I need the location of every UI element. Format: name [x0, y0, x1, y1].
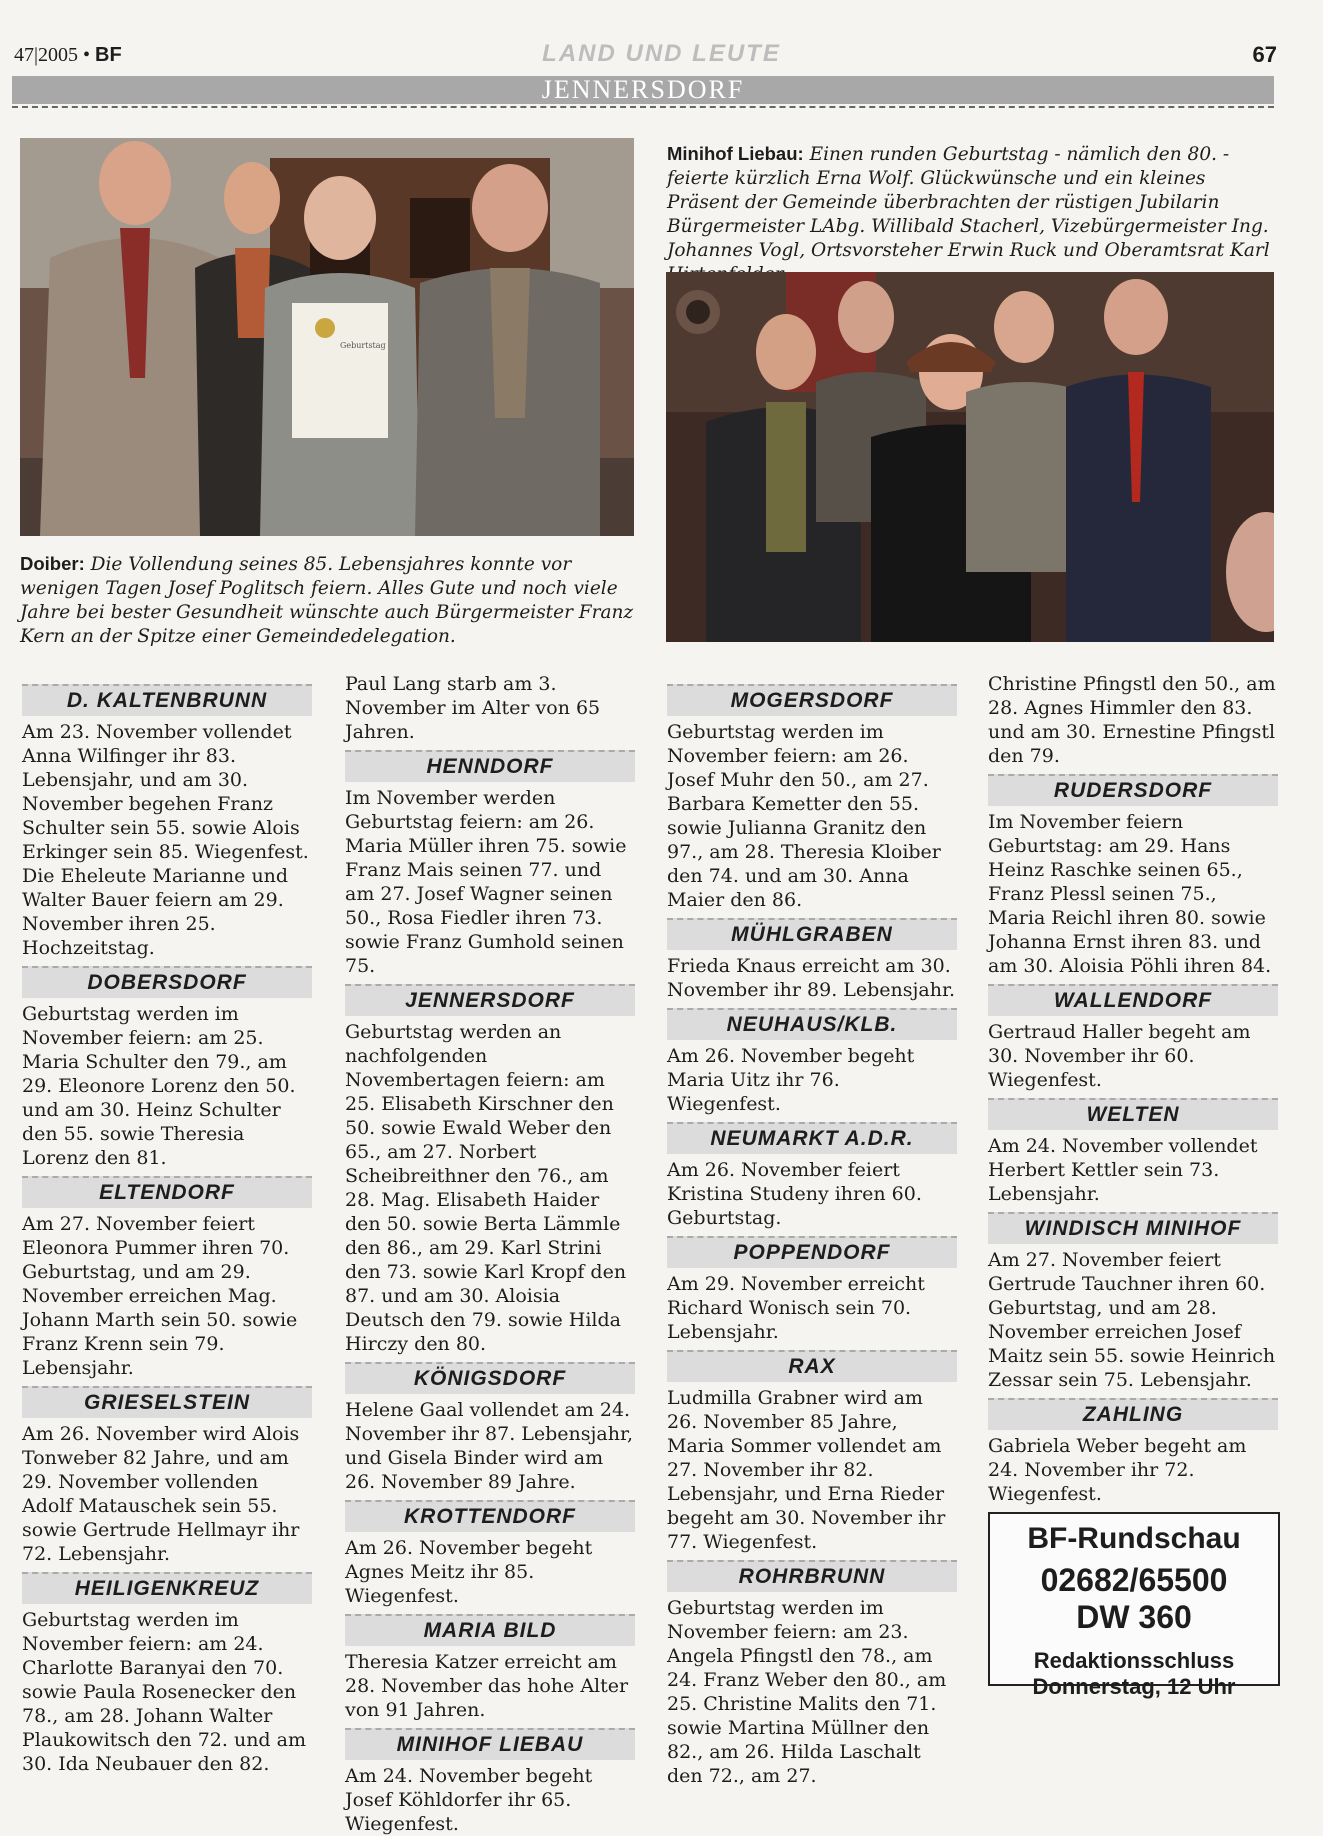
- header-divider: [12, 106, 1274, 108]
- heading-d-kaltenbrunn: D. KALTENBRUNN: [22, 684, 312, 716]
- text-paul-lang: Paul Lang starb am 3. November im Alter von 65 Jahren.: [345, 673, 601, 743]
- heading-muehlgraben: MÜHLGRABEN: [667, 918, 957, 950]
- text-jennersdorf: Geburtstag werden an nachfolgenden Novembertagen feiern: am 25. Elisabeth Kirschner den 50. sowie Ewald Weber den 65., am 27. Norbert Scheibreithner den 76., am 28. Mag. Elisabeth Haider den 50. sowie Berta Lämmle den 86., am 29. Karl Strini den 73. sowie Karl Kropf den 87. und am 30. Aloisia Deutsch den 79. sowie Hilda Hirczy den 80.: [345, 1021, 627, 1355]
- contact-box: [988, 1512, 1280, 1699]
- heading-windisch-minihof: WINDISCH MINIHOF: [988, 1212, 1278, 1244]
- caption-minihof-text: Einen runden Geburtstag - nämlich den 80. - feierte kürzlich Erna Wolf. Glückwünsche und ein kleines Präsent der Gemeinde überbrachten der rüstigen Jubilarin Bürgermeister LAbg. Willibald Stacherl, Vizebürgermeister Ing. Johannes Vogl, Ortsvorsteher Erwin Ruck und Oberamtsrat Karl: [667, 144, 1270, 261]
- text-rohrbrunn-cont: Christine Pfingstl den 50., am 28. Agnes Himmler den 83. und am 30. Ernestine Pfingstl den 79.: [988, 673, 1276, 767]
- column-4: [988, 672, 1278, 1506]
- text-neuhaus-klb: Am 26. November begeht Maria Uitz ihr 76. Wiegenfest.: [667, 1045, 915, 1115]
- text-dobersdorf: Geburtstag werden im November feiern: am 25. Maria Schulter den 79., am 29. Eleonore Lorenz den 50. und am 30. Heinz Schulter den 55. sowie Theresia Lorenz den 81.: [22, 1003, 296, 1169]
- heading-grieselstein: GRIESELSTEIN: [22, 1386, 312, 1418]
- contact-phone: 02682/65500: [1040, 1562, 1228, 1598]
- section-banner: JENNERSDORF: [12, 76, 1274, 104]
- heading-jennersdorf: JENNERSDORF: [345, 984, 635, 1016]
- column-1: [22, 676, 312, 1776]
- issue-separator: •: [83, 44, 91, 66]
- heading-koenigsdorf: KÖNIGSDORF: [345, 1362, 635, 1394]
- photo-doiber: [20, 138, 634, 536]
- text-henndorf: Im November werden Geburtstag feiern: am 26. Maria Müller ihren 75. sowie Franz Mais seinen 77. und am 27. Josef Wagner seinen 50., Rosa Fiedler ihren 73. sowie Franz Gumhold seinen 75.: [345, 787, 627, 977]
- heading-rax: RAX: [667, 1350, 957, 1382]
- deadline-time: Donnerstag, 12 Uhr: [1032, 1674, 1236, 1699]
- text-heiligenkreuz: Geburtstag werden im November feiern: am 24. Charlotte Baranyai den 70. sowie Paula Rosenecker den 78., am 28. Johann Walter Plaukowitsch den 72. und am 30. Ida Neubauer den 82.: [22, 1609, 306, 1775]
- heading-krottendorf: KROTTENDORF: [345, 1500, 635, 1532]
- text-welten: Am 24. November vollendet Herbert Kettler sein 73. Lebensjahr.: [988, 1135, 1258, 1205]
- photo-minihof-liebau: [666, 272, 1274, 642]
- heading-zahling: ZAHLING: [988, 1398, 1278, 1430]
- column-3: [667, 676, 957, 1788]
- text-windisch-minihof: Am 27. November feiert Gertrude Tauchner ihren 60. Geburtstag, und am 28. November erreichen Josef Maitz sein 55. sowie Heinrich Zessar sein 75. Lebensjahr.: [988, 1249, 1276, 1391]
- caption-doiber-text: Die Vollendung seines 85. Lebensjahres konnte vor wenigen Tagen Josef Poglitsch feiern. Alles Gute und noch viele Jahre bei bester Gesundheit wünschte auch Bürgermeister Franz Kern an der Spitze einer Gemeindedelegation.: [20, 554, 634, 647]
- heading-dobersdorf: DOBERSDORF: [22, 966, 312, 998]
- heading-eltendorf: ELTENDORF: [22, 1176, 312, 1208]
- caption-minihof: [667, 142, 1271, 287]
- text-rax: Ludmilla Grabner wird am 26. November 85 Jahre, Maria Sommer vollendet am 27. November ihr 82. Lebensjahr, und Erna Rieder begeht am 30. November ihr 77. Wiegenfest.: [667, 1387, 946, 1553]
- text-minihof-liebau: Am 24. November begeht Josef Köhldorfer ihr 65. Wiegenfest.: [345, 1765, 593, 1835]
- heading-wallendorf: WALLENDORF: [988, 984, 1278, 1016]
- heading-henndorf: HENNDORF: [345, 750, 635, 782]
- heading-neuhaus-klb: NEUHAUS/KLB.: [667, 1008, 957, 1040]
- deadline-label: Redaktionsschluss: [1033, 1648, 1235, 1673]
- text-mogersdorf: Geburtstag werden im November feiern: am 26. Josef Muhr den 50., am 27. Barbara Kemetter den 55. sowie Julianna Granitz den 97., am 28. Theresia Kloiber den 74. und am 30. Anna Maier den 86.: [667, 721, 941, 911]
- caption-minihof-lead: Minihof Liebau:: [667, 143, 804, 164]
- contact-extension: DW 360: [1076, 1599, 1192, 1635]
- certificate-text: Geburtstag: [340, 341, 386, 350]
- text-muehlgraben: Frieda Knaus erreicht am 30. November ihr 89. Lebensjahr.: [667, 955, 956, 1001]
- text-maria-bild: Theresia Katzer erreicht am 28. November das hohe Alter von 91 Jahren.: [345, 1651, 629, 1721]
- text-koenigsdorf: Helene Gaal vollendet am 24. November ihr 87. Lebensjahr, und Gisela Binder wird am 26. November 89 Jahre.: [345, 1399, 634, 1493]
- text-d-kaltenbrunn-2: Die Eheleute Marianne und Walter Bauer feiern am 29. November ihren 25. Hochzeitstag.: [22, 865, 289, 959]
- issue-number: 47|2005: [14, 44, 79, 66]
- heading-minihof-liebau: MINIHOF LIEBAU: [345, 1728, 635, 1760]
- heading-rudersdorf: RUDERSDORF: [988, 774, 1278, 806]
- heading-mogersdorf: MOGERSDORF: [667, 684, 957, 716]
- heading-rohrbrunn: ROHRBRUNN: [667, 1560, 957, 1592]
- text-rohrbrunn: Geburtstag werden im November feiern: am 23. Angela Pfingstl den 78., am 24. Franz Weber den 80., am 25. Christine Malits den 71. sowie Martina Müllner den 82., am 26. Hilda Laschalt den 72., am 27.: [667, 1597, 947, 1787]
- text-poppendorf: Am 29. November erreicht Richard Wonisch sein 70. Lebensjahr.: [667, 1273, 925, 1343]
- heading-neumarkt-adr: NEUMARKT A.D.R.: [667, 1122, 957, 1154]
- contact-title: BF-Rundschau: [1027, 1522, 1241, 1555]
- text-krottendorf: Am 26. November begeht Agnes Meitz ihr 85. Wiegenfest.: [345, 1537, 593, 1607]
- page-number: 67: [1252, 42, 1277, 67]
- text-d-kaltenbrunn: Am 23. November vollendet Anna Wilfinger ihr 83. Lebensjahr, und am 30. November begehen Franz Schulter sein 55. sowie Alois Erkinger sein 85. Wiegenfest.: [22, 721, 309, 863]
- text-wallendorf: Gertraud Haller begeht am 30. November ihr 60. Wiegenfest.: [988, 1021, 1251, 1091]
- text-neumarkt-adr: Am 26. November feiert Kristina Studeny ihren 60. Geburtstag.: [667, 1159, 922, 1229]
- caption-doiber: [20, 552, 634, 649]
- text-eltendorf: Am 27. November feiert Eleonora Pummer ihren 70. Geburtstag, und am 29. November erreichen Mag. Johann Marth sein 50. sowie Franz Krenn sein 79. Lebensjahr.: [22, 1213, 298, 1379]
- heading-heiligenkreuz: HEILIGENKREUZ: [22, 1572, 312, 1604]
- column-2: [345, 672, 635, 1836]
- text-rudersdorf: Im November feiern Geburtstag: am 29. Hans Heinz Raschke seinen 65., Franz Plessl seinen 75., Maria Reichl ihren 80. sowie Johanna Ernst ihren 83. und am 30. Aloisia Pöhli ihren 84.: [988, 811, 1272, 977]
- caption-doiber-lead: Doiber:: [20, 553, 85, 574]
- heading-maria-bild: MARIA BILD: [345, 1614, 635, 1646]
- text-zahling: Gabriela Weber begeht am 24. November ihr 72. Wiegenfest.: [988, 1435, 1247, 1505]
- rubric-title: LAND UND LEUTE: [542, 40, 781, 67]
- heading-welten: WELTEN: [988, 1098, 1278, 1130]
- text-grieselstein: Am 26. November wird Alois Tonweber 82 Jahre, und am 29. November vollenden Adolf Matauschek sein 55. sowie Gertrude Hellmayr ihr 72. Lebensjahr.: [22, 1423, 300, 1565]
- brand-label: BF: [95, 44, 122, 66]
- heading-poppendorf: POPPENDORF: [667, 1236, 957, 1268]
